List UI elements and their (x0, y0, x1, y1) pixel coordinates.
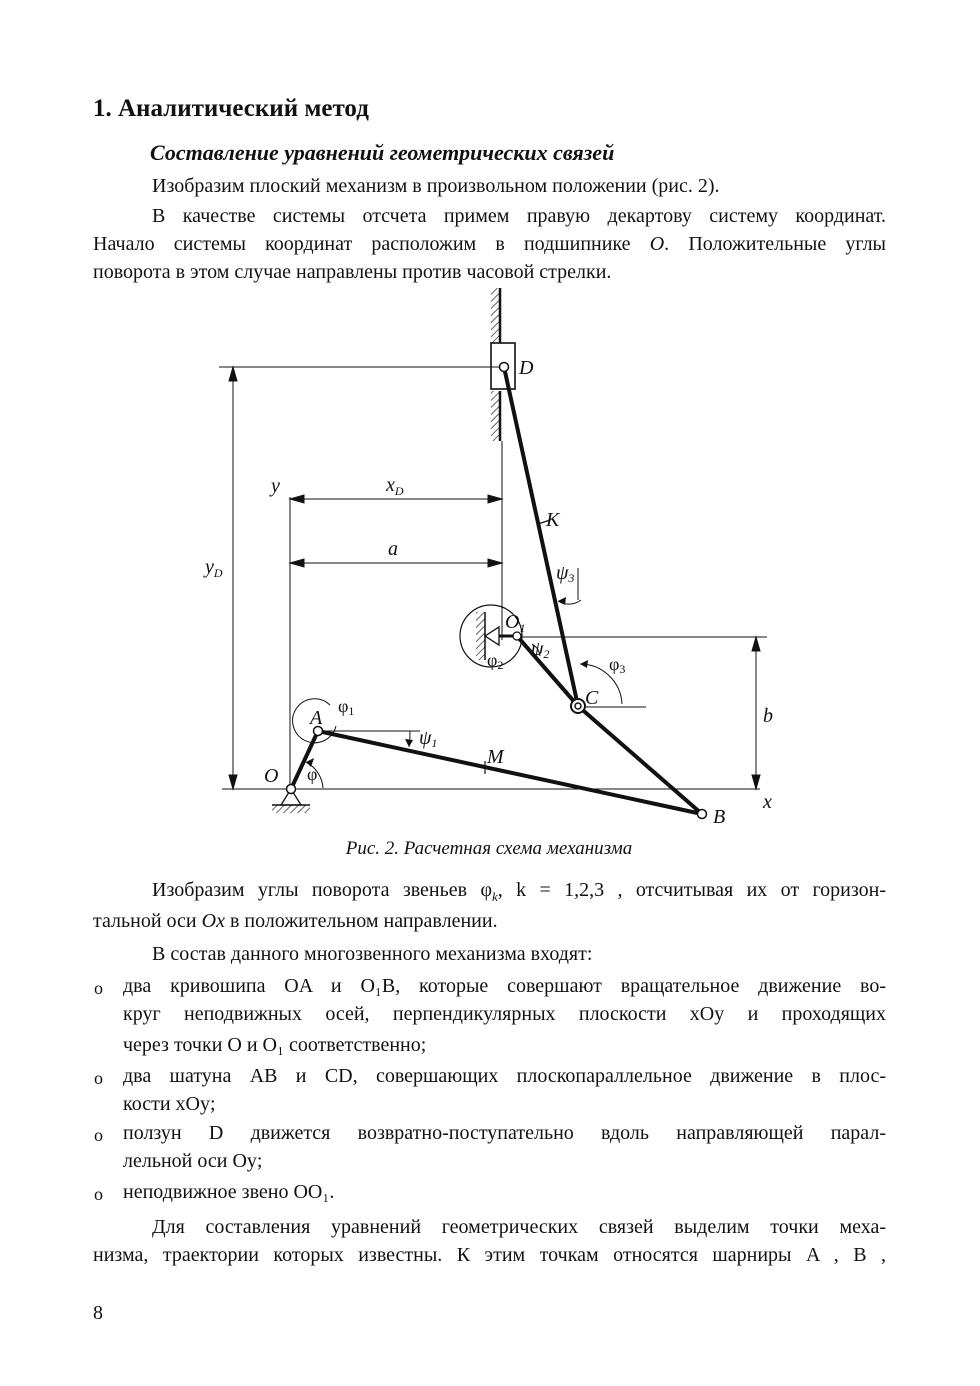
link-CB (578, 706, 702, 814)
label-y: y (271, 475, 280, 497)
label-O: O (264, 765, 279, 787)
bullet-1-line-2: круг неподвижных осей, перпендикулярных плоскости xOy и проходящих (123, 1003, 886, 1025)
paragraph-3-line-2: тальной оси Ox в положительном направлении. (93, 910, 498, 932)
label-A: A (310, 707, 323, 729)
paragraph-5-line-1: Для составления уравнений геометрических связей выделим точки меха- (152, 1216, 886, 1238)
bullet-4-line-1: неподвижное звено OO₁. (123, 1181, 335, 1203)
label-psi3: ψ3 (556, 562, 575, 585)
bullet-marker: o (94, 1184, 103, 1204)
label-M: M (487, 746, 504, 768)
subsection-heading: Составление уравнений геометрических связей (150, 140, 615, 165)
label-B: B (713, 806, 726, 828)
label-C: C (585, 687, 599, 709)
label-phi: φ (307, 764, 318, 784)
label-phi2: φ2 (487, 650, 504, 672)
label-phi1: φ1 (338, 696, 355, 718)
bullet-marker: o (94, 1125, 103, 1145)
paragraph-2-line-3: поворота в этом случае направлены против часовой стрелки. (93, 261, 612, 283)
link-AB (318, 731, 702, 814)
paragraph-2-line-2: Начало системы координат расположим в подшипнике O. Положительные углы (93, 233, 886, 255)
label-a: a (388, 538, 398, 560)
bullet-1-line-1: два кривошипа OA и O₁B, которые совершают вращательное движение во- (123, 975, 886, 997)
paragraph-1: Изобразим плоский механизм в произвольном положении (рис. 2). (152, 175, 720, 197)
slider-guide (491, 288, 502, 640)
section-heading: 1. Аналитический метод (93, 95, 369, 122)
bullet-marker: o (94, 978, 103, 998)
label-O1: $O_1$ (505, 611, 526, 635)
paragraph-2-line-1: В качестве системы отсчета примем правую декартову систему координат. (152, 205, 886, 227)
bullet-3-line-1: ползун D движется возвратно-поступательно вдоль направляющей парал- (123, 1122, 886, 1144)
bullet-marker: o (94, 1068, 103, 1088)
paragraph-3-line-1: Изобразим углы поворота звеньев $\varphi_k$, k = 1,2,3 , отсчитывая их от горизон- (152, 879, 887, 904)
paragraph-4: В состав данного многозвенного механизма входят: (152, 943, 593, 965)
label-psi1: ψ1 (419, 727, 438, 750)
bullet-2-line-2: кости xOy; (123, 1093, 216, 1115)
diagram-labels (203, 357, 773, 828)
bullet-1-line-3: через точки O и O₁ соответственно; (123, 1034, 427, 1056)
label-psi2: ψ2 (531, 638, 550, 661)
label-b: b (763, 705, 773, 727)
bullet-2-line-1: два шатуна AB и CD, совершающих плоскопараллельное движение в плос- (123, 1065, 886, 1087)
label-phi3: φ3 (609, 654, 626, 676)
mechanism-diagram (0, 280, 980, 870)
figure-caption: Рис. 2. Расчетная схема механизма (345, 838, 633, 859)
label-yD: $y_D$ (205, 556, 223, 580)
bullet-3-line-2: лельной оси Oy; (123, 1150, 263, 1172)
label-D: D (519, 357, 534, 379)
paragraph-5-line-2: низма, траектории которых известны. К этим точкам относятся шарниры A , B , (93, 1244, 886, 1266)
page-number: 8 (93, 1302, 103, 1324)
label-K: K (546, 509, 560, 531)
label-xD: $x_D$ (386, 474, 404, 498)
label-x: x (763, 791, 772, 813)
